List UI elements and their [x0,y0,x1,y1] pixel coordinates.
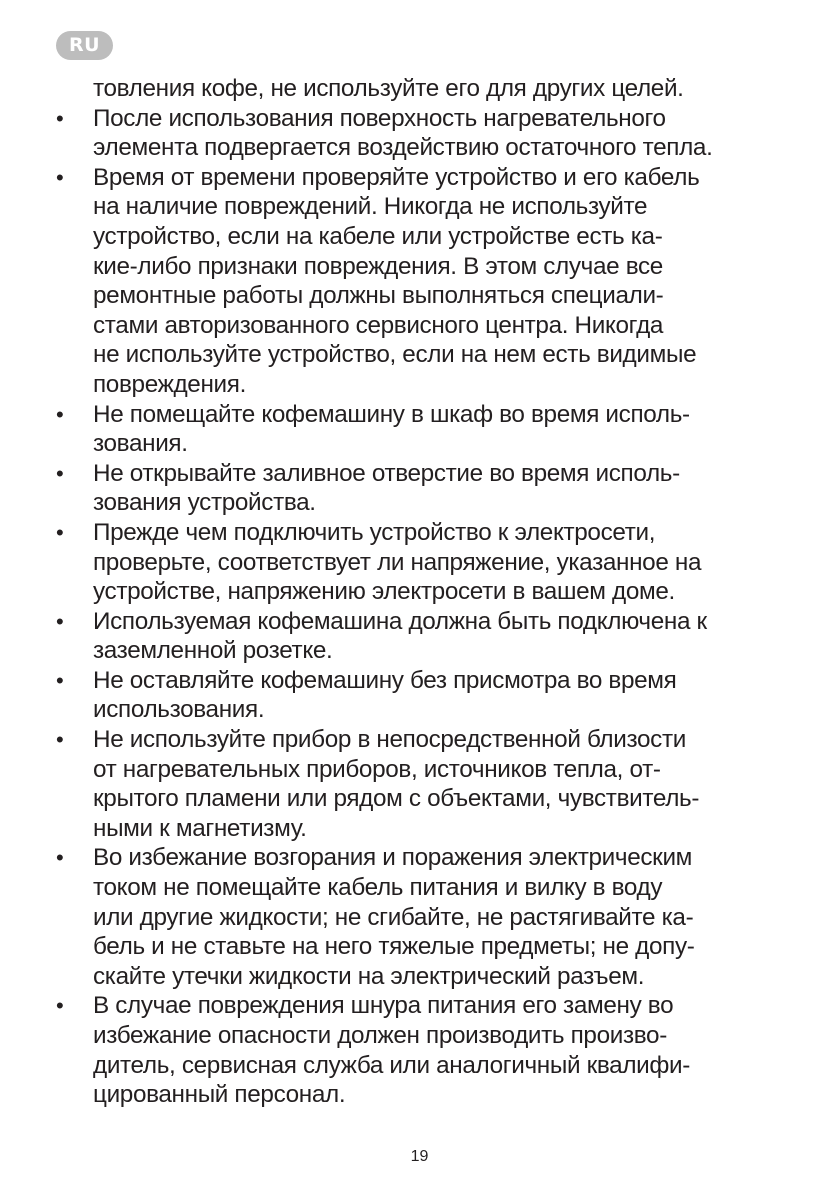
bullet-icon: • [56,667,64,693]
line-text: В случае повреждения шнура питания его замену во [93,992,674,1020]
text-line [56,784,784,814]
language-badge: RU [56,31,113,60]
line-text: повреждения. [93,370,246,398]
bullet-item-line [56,459,784,489]
text-line [56,192,784,222]
line-text: бель и не ставьте на него тяжелые предметы; не допу- [93,933,695,961]
text-line [56,281,784,311]
line-text: Не помещайте кофемашину в шкаф во время исполь- [93,400,690,428]
line-text: избежание опасности должен производить произво- [93,1022,667,1049]
line-text: цированный персонал. [93,1081,346,1109]
line-text: стами авторизованного сервисного центра. Никогда [93,311,664,339]
line-text: или другие жидкости; не сгибайте, не растягивайте ка- [93,903,694,931]
bullet-item-line [56,400,784,430]
text-line [56,74,784,104]
line-text: использования. [93,696,265,724]
line-text: дитель, сервисная служба или аналогичный квалифи- [93,1051,690,1079]
text-line [56,1051,784,1081]
bullet-icon: • [56,164,64,190]
text-line [56,370,784,400]
bullet-item-line [56,725,784,755]
text-line [56,252,784,282]
line-text: от нагревательных приборов, источников тепла, от- [93,755,661,783]
line-text: Время от времени проверяйте устройство и его кабель [93,163,700,191]
text-line [56,1021,784,1051]
line-text: крытого пламени или рядом с объектами, чувствитель- [93,785,700,813]
text-line [56,873,784,903]
bullet-item-line [56,104,784,134]
text-line [56,488,784,518]
line-text: током не помещайте кабель питания и вилку в воду [93,874,663,902]
line-text: зования устройства. [93,489,316,517]
bullet-item-line [56,518,784,548]
page-number: 19 [410,1148,429,1165]
bullet-item-line [56,666,784,696]
text-line [56,814,784,844]
text-line [56,340,784,370]
text-line [56,133,784,163]
line-text: зования. [93,430,188,458]
line-text: Не открывайте заливное отверстие во время исполь- [93,459,680,487]
bullet-icon: • [56,993,64,1019]
text-line [56,1080,784,1110]
line-text: кие-либо признаки повреждения. В этом случае все [93,252,663,280]
line-text: Во избежание возгорания и поражения электрическим [93,844,693,872]
bullet-icon: • [56,105,64,131]
text-line [56,695,784,725]
line-text: Используемая кофемашина должна быть подключена к [93,607,707,635]
line-text: ремонтные работы должны выполняться специали- [93,282,664,310]
text-line [56,636,784,666]
text-line [56,962,784,992]
line-text: устройстве, напряжению электросети в вашем доме. [93,578,675,606]
bullet-item-line [56,163,784,193]
line-text: проверьте, соответствует ли напряжение, указанное на [93,548,702,576]
line-text: Прежде чем подключить устройство к электросети, [93,518,656,546]
line-text: на наличие повреждений. Никогда не используйте [93,193,648,221]
bullet-icon: • [56,460,64,486]
line-text: После использования поверхность нагревательного [93,104,666,132]
line-text: ными к магнетизму. [93,814,307,842]
text-line [56,903,784,933]
text-line [56,429,784,459]
bullet-icon: • [56,401,64,427]
line-text: элемента подвергается воздействию остаточного тепла. [93,134,713,162]
bullet-item-line [56,607,784,637]
line-text: устройство, если на кабеле или устройстве есть ка- [93,222,663,250]
bullet-icon: • [56,608,64,634]
line-text: Не оставляйте кофемашину без присмотра во время [93,666,677,694]
text-line [56,548,784,578]
text-line [56,932,784,962]
line-text: товления кофе, не используйте его для других целей. [93,75,684,102]
instruction-text-body [56,74,784,1110]
text-line [56,222,784,252]
line-text: скайте утечки жидкости на электрический разъем. [93,962,645,990]
text-line [56,577,784,607]
bullet-item-line [56,991,784,1021]
text-line [56,755,784,785]
bullet-icon: • [56,845,64,871]
text-line [56,311,784,341]
line-text: не используйте устройство, если на нем есть видимые [93,341,697,369]
line-text: заземленной розетке. [93,637,333,665]
bullet-item-line [56,843,784,873]
line-text: Не используйте прибор в непосредственной близости [93,726,686,754]
bullet-icon: • [56,519,64,545]
bullet-icon: • [56,727,64,753]
